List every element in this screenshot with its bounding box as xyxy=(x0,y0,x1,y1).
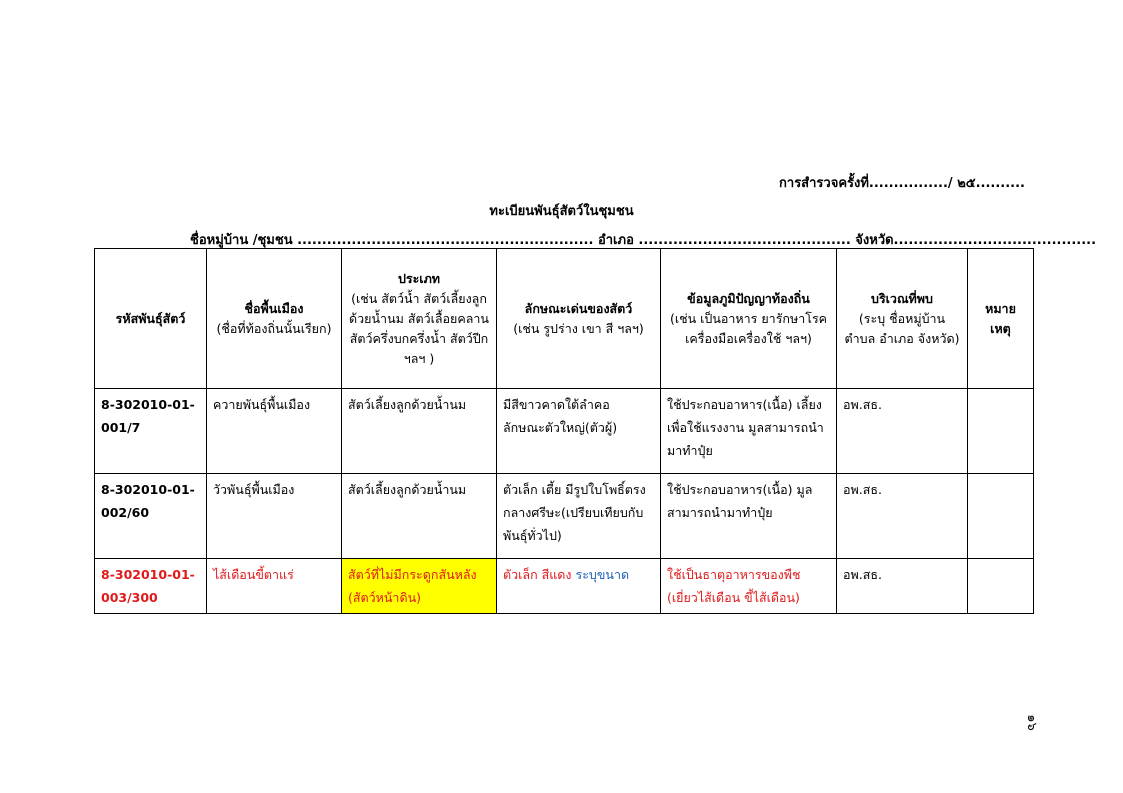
cell-local-name: วัวพันธุ์พื้นเมือง xyxy=(207,474,342,559)
table-row xyxy=(95,559,1034,614)
cell-features: มีสีขาวคาดใต้ลำคอ ลักษณะตัวใหญ่(ตัวผู้) xyxy=(497,389,661,474)
cell-note xyxy=(968,474,1034,559)
cell-wisdom: ใช้เป็นธาตุอาหารของพืช (เยี่ยวไส้เดือน ขี้ไส้เดือน) xyxy=(661,559,837,614)
cell-wisdom: ใช้ประกอบอาหาร(เนื้อ) เลี้ยงเพื่อใช้แรงงาน มูลสามารถนำมาทำปุ๋ย xyxy=(661,389,837,474)
table-row xyxy=(95,389,1034,474)
header-note: หมาย เหตุ xyxy=(968,249,1034,389)
cell-note xyxy=(968,559,1034,614)
table-row xyxy=(95,474,1034,559)
header-wisdom: ข้อมูลภูมิปัญญาท้องถิ่น (เช่น เป็นอาหาร ยารักษาโรค เครื่องมือเครื่องใช้ ฯลฯ) xyxy=(661,249,837,389)
cell-type: สัตว์เลี้ยงลูกด้วยน้ำนม xyxy=(342,389,497,474)
cell-area: อพ.สธ. xyxy=(837,389,968,474)
cell-local-name: ควายพันธุ์พื้นเมือง xyxy=(207,389,342,474)
features-blue-text: ระบุขนาด xyxy=(575,567,630,582)
document-title: ทะเบียนพันธุ์สัตว์ในชุมชน xyxy=(489,204,634,219)
header-type: ประเภท (เช่น สัตว์น้ำ สัตว์เลี้ยงลูกด้วยน้ำนม สัตว์เลื้อยคลาน สัตว์ครึ่งบกครึ่งน้ำ สัตว์ปีก ฯลฯ ) xyxy=(342,249,497,389)
page-number: ๑๖ xyxy=(1023,714,1039,731)
cell-wisdom: ใช้ประกอบอาหาร(เนื้อ) มูลสามารถนำมาทำปุ๋ย xyxy=(661,474,837,559)
header-local-name: ชื่อพื้นเมือง (ชื่อที่ท้องถิ่นนั้นเรียก) xyxy=(207,249,342,389)
cell-code: 8-302010-01-001/7 xyxy=(95,389,207,474)
header-code: รหัสพันธุ์สัตว์ xyxy=(95,249,207,389)
header-area: บริเวณที่พบ (ระบุ ชื่อหมู่บ้าน ตำบล อำเภอ จังหวัด) xyxy=(837,249,968,389)
cell-type: สัตว์เลี้ยงลูกด้วยน้ำนม xyxy=(342,474,497,559)
features-red-text: ตัวเล็ก สีแดง xyxy=(503,567,576,582)
cell-local-name: ไส้เดือนขี้ตาแร่ xyxy=(207,559,342,614)
cell-features: ตัวเล็ก เตี้ย มีรูปใบโพธิ์ตรงกลางศรีษะ(เปรียบเทียบกับพันธุ์ทั่วไป) xyxy=(497,474,661,559)
survey-number-label: การสำรวจครั้งที่................/ ๒๕.......... xyxy=(779,176,1025,191)
header-features: ลักษณะเด่นของสัตว์ (เช่น รูปร่าง เขา สี ฯลฯ) xyxy=(497,249,661,389)
cell-features xyxy=(497,559,661,614)
header-row xyxy=(95,249,1034,389)
animal-registry-table xyxy=(94,248,1034,614)
cell-note xyxy=(968,389,1034,474)
location-line: ชื่อหมู่บ้าน /ชุมชน ............................................................ อำเภอ ........................................... จังหวัด......................................... xyxy=(190,233,1097,248)
cell-code: 8-302010-01-002/60 xyxy=(95,474,207,559)
cell-area: อพ.สธ. xyxy=(837,474,968,559)
cell-code: 8-302010-01-003/300 xyxy=(95,559,207,614)
cell-area: อพ.สธ. xyxy=(837,559,968,614)
cell-type-highlighted: สัตว์ที่ไม่มีกระดูกสันหลัง (สัตว์หน้าดิน) xyxy=(342,559,497,614)
